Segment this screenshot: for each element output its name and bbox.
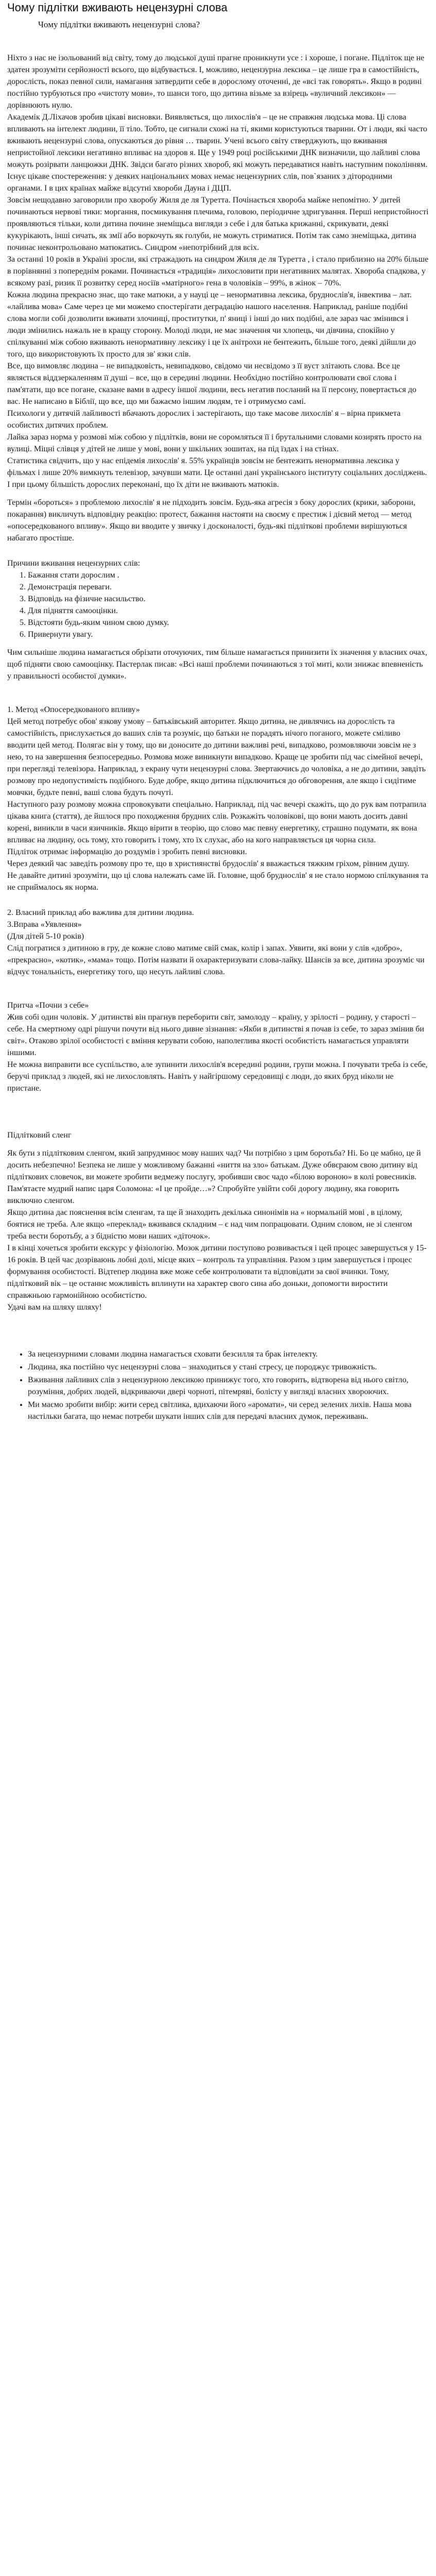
method-1-heading: 1. Метод «Опосередкованого впливу» (7, 705, 140, 714)
list-item: 2. Демонстрація переваги. (28, 581, 429, 593)
paragraph: Ніхто з нас не ізольований від світу, тому до людської душі прагне проникнути усе : і хороше, і погане. Підліток ще не здатен зрозуміти серйозності всього, що відбувається. І, можливо, нецензурна лексика – це лише гра в самостійність, дорослість, показ певної сили, намагання затвердити себе в дорослому оточенні, де «всі так говорять». Якщо в родині постійно турбуються про «чистоту мови», то шанси того, що дитина візьме за взірець «вуличний лексикон» — дорівнюють нулю. (7, 54, 425, 110)
list-item: 5. Відстояти будь-яким чином свою думку. (28, 617, 429, 629)
list-item: • Людина, яка постійно чує нецензурні слова – знаходиться у стані стресу, це породжує тривожність. (28, 1361, 429, 1373)
paragraph: Кожна людина прекрасно знає, що таке матюки, а у науці це – ненормативна лексика, бруднослів'я, інвектива – лат. «лайлива мова» Саме через це ми можемо спостерігати деградацію нашого населення. Наприклад, раніше подібні слова могли собі дозволити вживати злочинці, проститутки, п' яниці і інші до них подібні, але зараз час змінився і люди змінились нажаль не в кращу сторону. Молоді люди, не має значення чи хлопець, чи дівчина, спокійно у спілкуванні між собою вживають ненормативну лексику і це їх анітрохи не бентежить, більше того, деякі дійшли до того, що використовують їх просто для зв' язки слів. (7, 291, 416, 359)
list-item: 4. Для підняття самооцінки. (28, 605, 429, 617)
paragraph: За останні 10 років в Україні зросли, які стражадють на синдром Жиля де ля Туретта , і стало приблизно на 20% більше в порівнянні з попереднім роками. Починається «традиція» лихословити при негативних малятах. Хвороба спадкова, у всякому разі, ризик її розвитку серед носіїв «матірного» гена в чоловіків – 99%, в жінок – 70%. (7, 255, 429, 287)
method-3-age: (Для дітей 5-10 років) (7, 932, 84, 941)
paragraph: Статистика свідчить, що у нас епідемія лихослів' я. 55% українців зовсім не бентежить ненормативна лексика у фільмах і лише 20% вимкнуть телевізор, зачувши мати. Це останні дані українського інституту соціальних досліджень. І при цьому більшість дорослих переконані, що їх діти не вживають матюків. (7, 456, 427, 489)
method-2-heading: 2. Власний приклад або важлива для дитини людина. (7, 908, 194, 917)
list-item: 6. Привернути увагу. (28, 629, 429, 640)
paragraph: Психологи у дитячій лайливості вбачають дорослих і застерігають, що таке масове лихослів' я – вірна прикмета особистих дитячих проблем. (7, 409, 401, 430)
paragraph: Жив собі один чоловік. У дитинстві він прагнув переборити світ, замолоду – країну, у зрілості – родину, у старості – себе. На смертному одрі рішучи почути від нього дивне зізнання: «Якби в дитинстві я почав із себе, то зараз змінив би світ». Отаково зрілої особистості є вміння керувати собою, наполеглива якості особистість намагається управляти іншими. (7, 1013, 424, 1057)
list-item: • Ми маємо зробити вибір: жити серед світлика, вдихаючи його «аромати», чи серед зелених лихів. Наша мова настільки багата, що немає потреби шукати інших слів для передачі власних думок, переживань. (28, 1399, 429, 1422)
paragraph: Якщо дитина дає пояснення всім сленгам, та ще й знаходить декілька синонімів на « нормальній мові , в цілому, боятися не треба. Але якщо «переклад» вживався складним – є над чим попрацювати. Одним словом, не зі сленгом треба вести боротьбу, а з бідністю мови наших «діточок». (7, 1208, 412, 1241)
statistics-section (7, 253, 429, 490)
paragraph: Удачі вам на шляху шляху! (7, 1303, 102, 1312)
list-item: • Вживання лайливих слів з нецензурною лексикою принижує того, хто говорить, відтворена від нього світло, розуміння, добрих людей, відкриваючи двері чорноті, пітемряві, болісту у вигляді власних хвороючих. (28, 1374, 429, 1398)
paragraph: І в кінці хочеться зробити екскурс у фізіологію. Мозок дитини поступово розвивається і цей процес завершується у 15-16 років. В цей час дозріваюнь лобні долі, місце яких – контроль та управління. Разом з цим завершується і процес формування особистості. Відтепер людина вже може себе контролювати та відповідати за свої вчинки. Тому, підлітковий вік – це останнє можливість вплинути на характер свого сина або доньки, допомогти виростити справжньою гармонійною особистістю. (7, 1244, 427, 1300)
reasons-heading: Причини вживання нецензурних слів: (7, 559, 141, 568)
page-subtitle: Чому підлітки вживають нецензурні слова? (38, 20, 200, 29)
method-1-section (7, 716, 429, 893)
intro-section (7, 52, 429, 253)
paragraph: Цей метод потребує обов' язкову умову – батьківський авторитет. Якщо дитина, не дивлячись на дорослість та самостійність, прислухається до ваших слів та розуміє, що батьки не порадять нічого поганого, можете сміливо вводити цей метод. Полягає він у тому, що ви доносите до дитини важливі речі, випадково, розмовляючи зовсім не з нею, то на завершення безпосередньо. Розмова може виникнути випадково. Краще це зробити під час сімейної вечері, при перегляді телевізора. Наприклад, з екрану чути нецензурні слова. Звертаючись до чоловіка, а не до дитини, завдіть розмову про недопустимість подібного. Буде добре, якщо дитина підключиться до обговорення, але якщо і сидітиме мовчки, будьте певні, ваші слова будуть почуті. (7, 717, 426, 797)
slang-section (7, 1147, 429, 1313)
method-3-heading: 3.Вправа «Уявлення» (7, 920, 82, 929)
paragraph: Академік Д.Ліхачов зробив цікаві висновки. Виявляється, що лихослів'я – це не справжня людська мова. Ці слова впливають на інтелект людини, її тіло. Тобто, це сигнали схожі на ті, якими користуються тварини. От і люди, які часто вживають нецензурні слова, опускаються до рівня … тварин. Учені всього світу стверджують, що вживання непристойної лексики негативно впливає на здоров я. Ще у 1949 році російськими ДНК визначили, що лайливі слова можуть розірвати ланцюжки ДНК. Звідси багато різних хвороб, які можуть передаватися навіть наступним поколінням. (7, 113, 428, 169)
paragraph: Лайка зараз норма у розмові між собою у підлітків, вони не соромляться її і брутальними словами козирять просто на вулиці. Міцні слівця у дітей не лише у мові, вони у шкільних зошитах, на під їздах і на стінах. (7, 433, 422, 453)
paragraph: Зовсім нещодавно заговорили про хворобу Жиля де ля Туретта. Почінається хвороба майже непомітно. У дитей починаються нервові тики: моргання, посмикування плечима, головою, періодичне здригування. Перші непристойності проявляються тільки, коли дитина почине знеміщьса вигляди з себе і для батька крижанні, скрикувати, деякі кукурікають, інші сичать, як змії або воркочуть як голуби, не можуть стриматися. Потім так само знеміщька, дитина починає неконтрольовано матюкатись. Синдром «непотрібний для всіх. (7, 196, 429, 252)
parable-heading: Притча «Почни з себе» (7, 1001, 89, 1010)
paragraph: Підліток отримає інформацію до роздумів і зробить певні висновки. (7, 848, 247, 856)
paragraph: Не давайте дитині зрозуміти, що ці слова належать саме їй. Головне, щоб бруднослів' я не стало нормою спілкування та не сприймалось як норма. (7, 871, 428, 892)
paragraph: Існує цікаве спостереження: у деяких національних мовах немає нецензурних слів, пов`язаних з дітородними органами. І в цих країнах майже відсутні хвороби Дауна і ДЦП. (7, 172, 392, 193)
reasons-list (7, 569, 429, 640)
conclusion-list (7, 1348, 429, 1422)
list-item: 3. Відповідь на фізичне насильство. (28, 593, 429, 605)
paragraph: Чим сильніше людина намагається обрізати оточуючих, тим більше намагається принизити їх значення у власних очах, щоб підняти свою самооцінку. Пастерлак писав: «Всі наші проблеми починаються з тої миті, коли знижає впевненість у правильності особистої думки». (7, 648, 427, 681)
paragraph: Все, що вимовляє людина – не випадковість, невипадково, свідомо чи несвідомо з її вуст злітають слова. Все це являється віддзеркаленням її душі – все, що в середині людини. Необхідно постійно контролювати свої слова і пам'ятати, що все погане, сказане вами в адресу іншої людини, весь негатив посланий на її персону, повертається до вас. Не написано в Біблії, що все, що ми бажаємо іншим людям, те і отримуємо самі. (7, 362, 416, 406)
paragraph: Через деякий час заведіть розмову про те, що в християнстві брудослів' я вважається тяжким гріхом, рівним душу. (7, 859, 410, 868)
paragraph: Не можна виправити все суспільство, але зупинити лихослів'я всередині родини, групи можна. І почувати треба із себе, беручі приклад з людей, які не лихословлять. Навіть у найгіршому середовищі є люди, до яких бруд ніколи не пристане. (7, 1060, 428, 1093)
paragraph: Як бути з підлітковим сленгом, який запрудмнює мову наших чад? Чи потрібно з цим боротьба? Ні. Бо це мабно, це й досить небезпечно! Безпека не лише у можливому бажанні «ниття на зло» батькам. Дуже обвєраюм свою дитину від підліткових словечок, ви можете зробити ведмежу послугу, зробивши своє чадо «білою вороною» в колі ровесників. Пам'ятаєте мудрий напис царя Соломона: «І це пройде…»? Спробуйте увійти собі дорогу людину, яка говорить виключно сленгом. (7, 1149, 421, 1205)
paragraph: Наступного разу розмову можна спровокувати спеціально. Наприклад, під час вечері скажіть, що до рук вам потрапила цікава книга (стаття), де йшлося про походження брудних слів. Розкажіть чоловікові, що вони мають досить давні корені, виникли в часи язичників. Якщо вірити в теорію, що слово має певну енергетику, страшно подумати, як вона впливає на людину, ось тому, хто говорить і тому, хто їх слухає, або на кого направляється ця чорна сила. (7, 800, 427, 844)
list-item: 1. Бажання стати дорослим . (28, 569, 429, 581)
parable-section (7, 1011, 429, 1094)
page-title: Чому підлітки вживають нецензурні слова (7, 1, 228, 14)
slang-heading: Підлітковий сленг (7, 1131, 72, 1140)
paragraph: Слід погратися з дитиною в гру, де кожне слово матиме свій смак, колір і запах. Уявити, які вони у слів «добро», «прекрасно», «котик», «мама» тощо. Потім назвати й охарактеризувати слова-лайку. Шансів за все, дитина зрозуміє чи відчує тональність, енергетику того, що несуть лайливі слова. (7, 944, 425, 976)
list-item: • За нецензурними словами людина намагається сховати безсилля та брак інтелекту. (28, 1348, 429, 1360)
paragraph: Термін «бороться» з проблемою лихослів' я не підходить зовсім. Будь-яка агресія з боку дорослих (крики, заборони, покарання) викличуть відповідну реакцію: протест, бажання настояти на своєму є престиж і дієвий метод — метод «опосередкованого впливу». Якщо ви вводите у звичку і досконалості, будь-які підліткові проблеми вирішуються набагато простіше. (7, 498, 415, 543)
